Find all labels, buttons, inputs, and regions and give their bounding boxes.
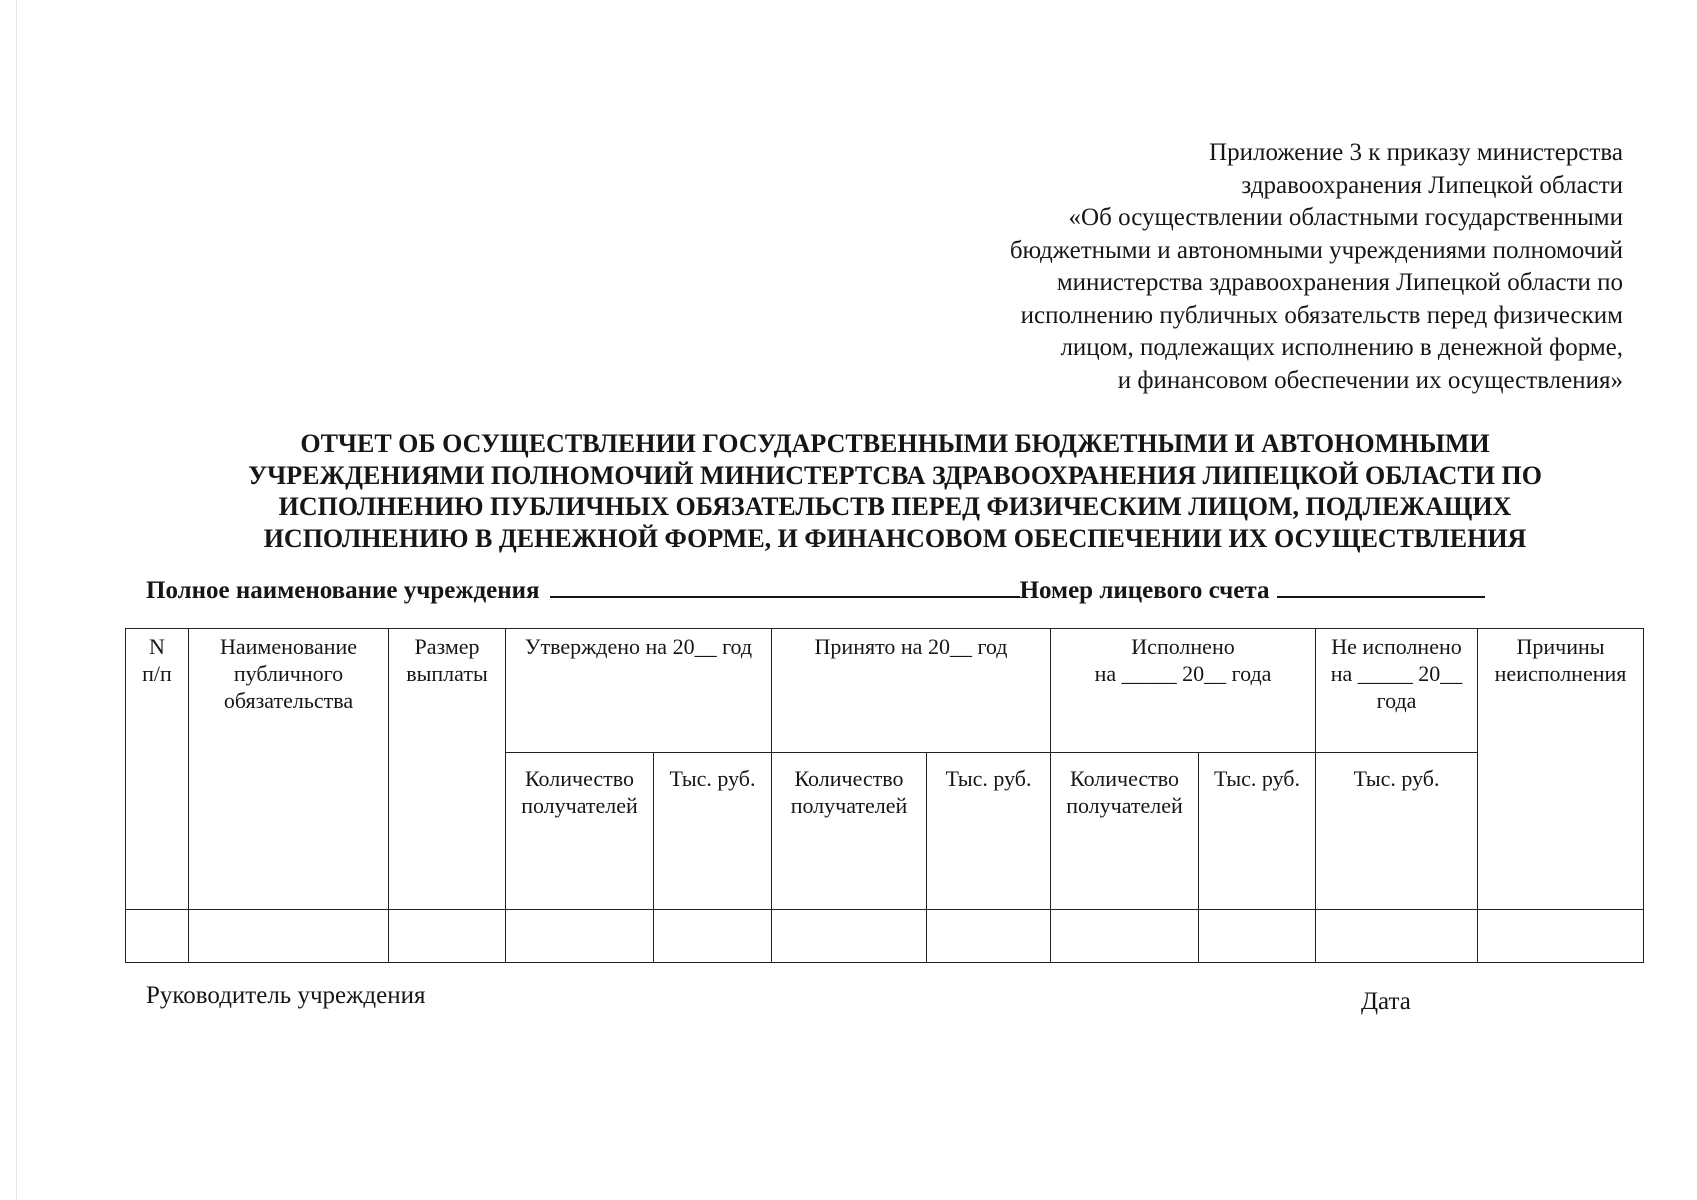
col-header-not-executed: Не исполнено на _____ 20__ года [1316, 629, 1478, 753]
col-header-number: N п/п [126, 629, 189, 910]
scan-edge-line [16, 0, 17, 1200]
table-cell[interactable] [389, 910, 506, 963]
subheader-approved-thousand-rub: Тыс. руб. [654, 753, 772, 910]
table-cell[interactable] [772, 910, 927, 963]
institution-name-blank[interactable] [550, 572, 1020, 598]
table-row [126, 910, 1644, 963]
appendix-line: и финансовом обеспечении их осуществления» [1117, 366, 1623, 394]
subheader-accepted-recipients: Количество получателей [772, 753, 927, 910]
date-label: Дата [1361, 988, 1411, 1015]
appendix-line: бюджетными и автономными учреждениями полномочий [1009, 236, 1623, 264]
col-header-obligation-name: Наименование публичного обязательства [189, 629, 389, 910]
appendix-line: исполнению публичных обязательств перед физическим [1020, 301, 1623, 329]
table-cell[interactable] [1051, 910, 1199, 963]
subheader-executed-recipients: Количество получателей [1051, 753, 1199, 910]
account-number-blank[interactable] [1277, 572, 1485, 598]
table-cell[interactable] [126, 910, 189, 963]
report-title-line: УЧРЕЖДЕНИЯМИ ПОЛНОМОЧИЙ МИНИСТЕРТСВА ЗДРАВООХРАНЕНИЯ ЛИПЕЦКОЙ ОБЛАСТИ ПО [248, 460, 1542, 490]
col-header-approved: Утверждено на 20__ год [506, 629, 772, 753]
appendix-reference [863, 137, 1623, 397]
table-cell[interactable] [189, 910, 389, 963]
signer-label: Руководитель учреждения [146, 982, 426, 1009]
col-header-accepted: Принято на 20__ год [772, 629, 1051, 753]
appendix-line: здравоохранения Липецкой области [1241, 171, 1623, 199]
report-title [120, 428, 1670, 554]
appendix-line: лицом, подлежащих исполнению в денежной форме, [1060, 334, 1623, 361]
table-cell[interactable] [927, 910, 1051, 963]
col-header-executed: Исполнено на _____ 20__ года [1051, 629, 1316, 753]
table-cell[interactable] [1199, 910, 1316, 963]
subheader-accepted-thousand-rub: Тыс. руб. [927, 753, 1051, 910]
col-header-payment-amount: Размер выплаты [389, 629, 506, 910]
header-fields [146, 572, 1485, 605]
appendix-line: «Об осуществлении областными государственными [1068, 204, 1623, 231]
table-cell[interactable] [506, 910, 654, 963]
col-header-reasons: Причины неисполнения [1478, 629, 1644, 910]
institution-name-label: Полное наименование учреждения [146, 577, 540, 604]
subheader-approved-recipients: Количество получателей [506, 753, 654, 910]
account-number-label: Номер лицевого счета [1019, 577, 1270, 604]
subheader-not-executed-thousand-rub: Тыс. руб. [1316, 753, 1478, 910]
report-title-line: ИСПОЛНЕНИЮ В ДЕНЕЖНОЙ ФОРМЕ, И ФИНАНСОВОМ ОБЕСПЕЧЕНИИ ИХ ОСУЩЕСТВЛЕНИЯ [263, 523, 1527, 553]
table-cell[interactable] [1478, 910, 1644, 963]
report-table [125, 628, 1644, 963]
report-title-line: ИСПОЛНЕНИЮ ПУБЛИЧНЫХ ОБЯЗАТЕЛЬСТВ ПЕРЕД ФИЗИЧЕСКИМ ЛИЦОМ, ПОДЛЕЖАЩИХ [278, 492, 1512, 521]
appendix-line: Приложение 3 к приказу министерства [1209, 139, 1623, 166]
report-title-line: ОТЧЕТ ОБ ОСУЩЕСТВЛЕНИИ ГОСУДАРСТВЕННЫМИ БЮДЖЕТНЫМИ И АВТОНОМНЫМИ [300, 429, 1490, 458]
table-cell[interactable] [1316, 910, 1478, 963]
table-cell[interactable] [654, 910, 772, 963]
table-header-row [126, 629, 1644, 753]
appendix-line: министерства здравоохранения Липецкой области по [1056, 269, 1623, 296]
subheader-executed-thousand-rub: Тыс. руб. [1199, 753, 1316, 910]
